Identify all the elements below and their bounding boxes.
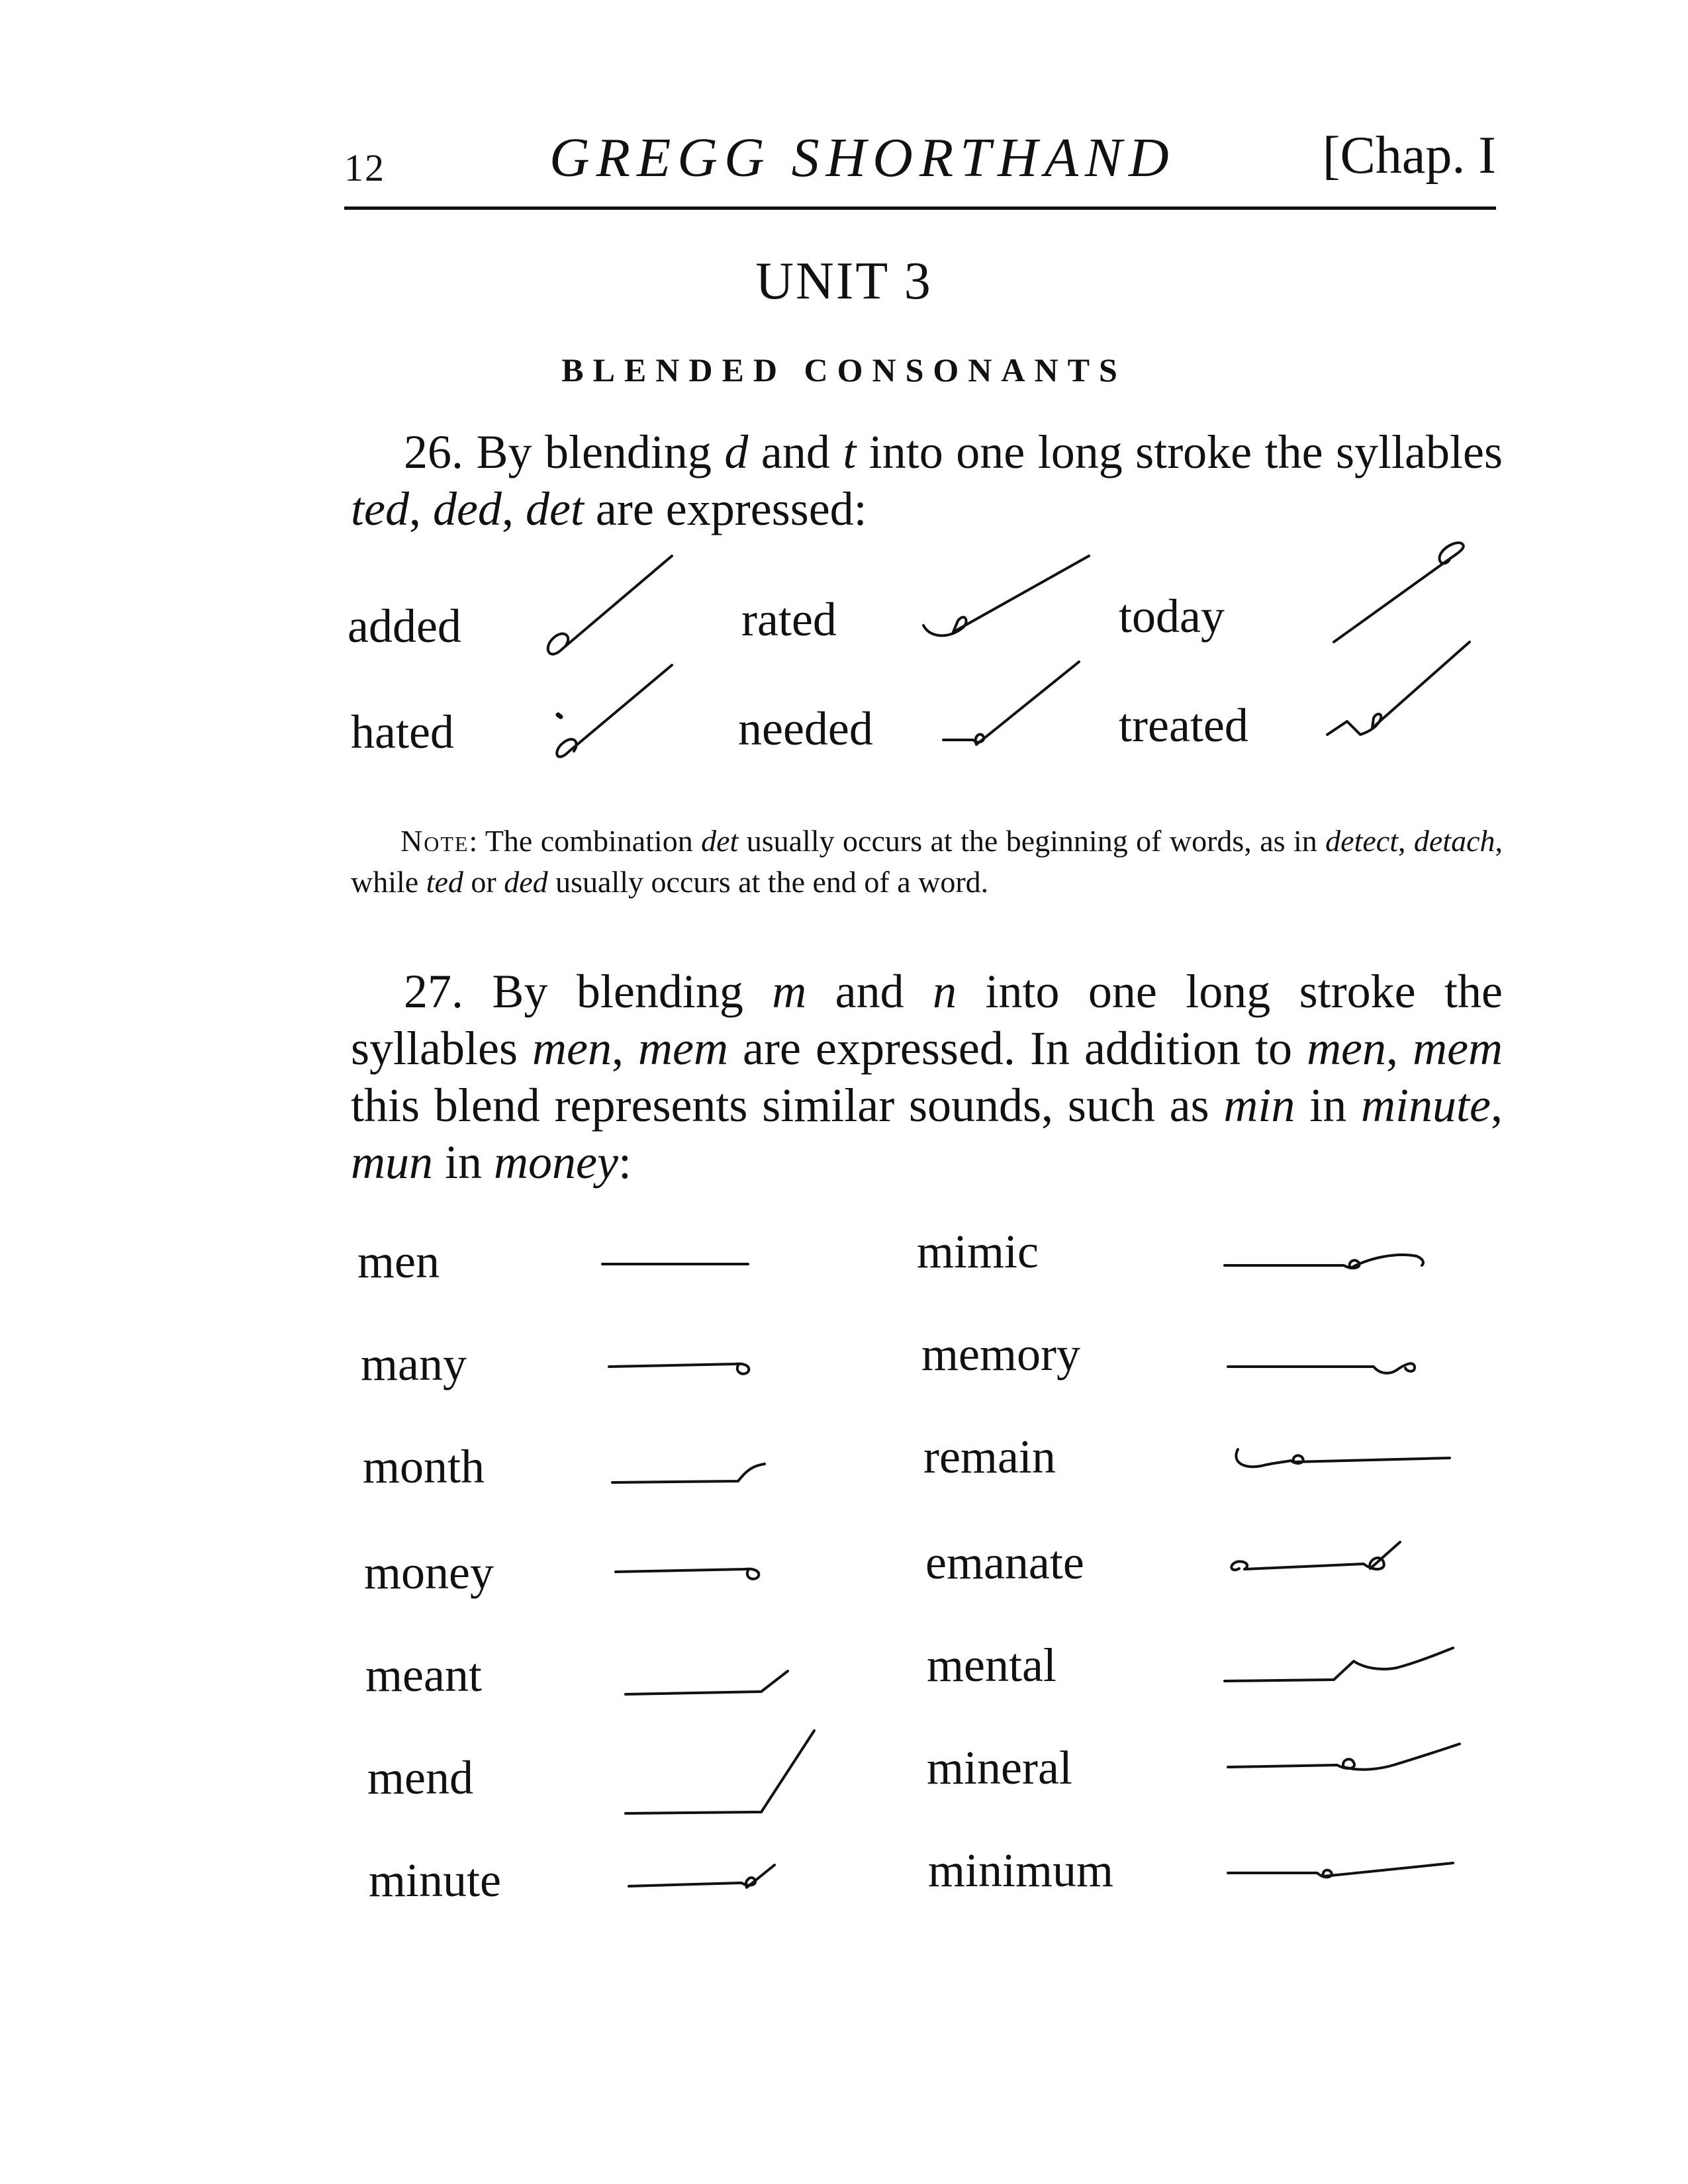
needed-shorthand-icon bbox=[937, 655, 1089, 761]
example-word: mineral bbox=[927, 1741, 1072, 1794]
example-word: remain bbox=[923, 1430, 1056, 1483]
example-word: treated bbox=[1119, 699, 1248, 752]
example-word: rated bbox=[741, 593, 837, 646]
rated-shorthand-icon bbox=[917, 549, 1102, 649]
note-label: Note bbox=[400, 824, 469, 858]
example-word: hated bbox=[351, 705, 454, 758]
example-word: added bbox=[348, 600, 461, 653]
example-word: meant bbox=[365, 1649, 482, 1702]
paragraph-number: 27. bbox=[404, 965, 463, 1018]
unit-title: UNIT 3 bbox=[755, 252, 933, 310]
page-number: 12 bbox=[344, 146, 385, 189]
memory-shorthand-icon bbox=[1221, 1340, 1440, 1393]
hated-shorthand-icon bbox=[539, 659, 692, 771]
section-heading: BLENDED CONSONANTS bbox=[561, 351, 1127, 388]
many-shorthand-icon bbox=[602, 1347, 774, 1387]
example-word: emanate bbox=[925, 1536, 1084, 1589]
running-header bbox=[344, 126, 1496, 205]
example-word: men bbox=[357, 1235, 440, 1288]
example-word: mend bbox=[367, 1751, 473, 1804]
emanate-shorthand-icon bbox=[1225, 1532, 1423, 1598]
header-rule bbox=[344, 206, 1496, 210]
minimum-shorthand-icon bbox=[1221, 1843, 1466, 1896]
example-word: today bbox=[1119, 590, 1225, 643]
remain-shorthand-icon bbox=[1228, 1433, 1453, 1486]
paragraph-27: 27. By blending m and n into one long stroke the syllables men, mem are expressed. In addition to men, mem this blend represents similar sounds, such as min in minute, mun in money: bbox=[351, 965, 1503, 1189]
example-word: minute bbox=[369, 1854, 501, 1907]
mineral-shorthand-icon bbox=[1221, 1731, 1486, 1790]
example-word: needed bbox=[738, 702, 873, 755]
minute-shorthand-icon bbox=[622, 1846, 794, 1906]
meant-shorthand-icon bbox=[619, 1635, 798, 1707]
example-word: mental bbox=[927, 1639, 1056, 1692]
mend-shorthand-icon bbox=[619, 1721, 818, 1827]
example-word: many bbox=[361, 1338, 467, 1390]
example-word: minimum bbox=[928, 1844, 1114, 1897]
note-paragraph: Note: The combination det usually occurs at the beginning of words, as in detect, detach, while ted or ded usually occurs at the end of a word. bbox=[351, 824, 1503, 899]
paragraph-number: 26. bbox=[404, 426, 463, 478]
running-title: GREGG SHORTHAND bbox=[549, 127, 1176, 189]
money-shorthand-icon bbox=[609, 1552, 781, 1592]
month-shorthand-icon bbox=[606, 1443, 778, 1496]
added-shorthand-icon bbox=[530, 549, 688, 668]
mental-shorthand-icon bbox=[1218, 1621, 1463, 1701]
example-word: money bbox=[364, 1546, 494, 1599]
mimic-shorthand-icon bbox=[1218, 1238, 1436, 1291]
example-word: mimic bbox=[917, 1225, 1039, 1278]
chapter-label: [Chap. I bbox=[1322, 126, 1496, 185]
paragraph-26: 26. By blending d and t into one long stroke the syllables ted, ded, det are expressed: bbox=[351, 426, 1503, 535]
example-word: month bbox=[363, 1440, 485, 1493]
example-word: memory bbox=[921, 1328, 1080, 1381]
treated-shorthand-icon bbox=[1321, 635, 1479, 748]
men-shorthand-icon bbox=[596, 1244, 768, 1284]
